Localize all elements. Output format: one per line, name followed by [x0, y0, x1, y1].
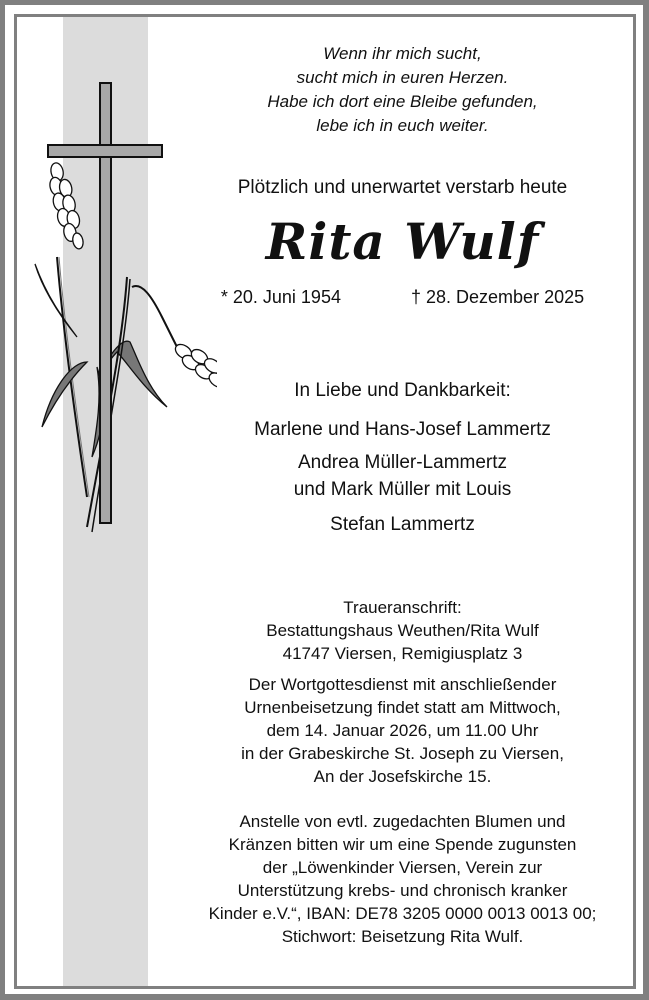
deceased-name: Rita Wulf	[265, 212, 540, 271]
donation-line: Stichwort: Beisetzung Rita Wulf.	[281, 927, 524, 946]
service-line: in der Grabeskirche St. Joseph zu Viersen,	[241, 744, 564, 763]
death-date: † 28. Dezember 2025	[411, 287, 585, 307]
obituary-text	[172, 17, 633, 986]
address-heading: Traueranschrift:	[343, 598, 462, 617]
service-line: Urnenbeisetzung findet statt am Mittwoch,	[244, 698, 561, 717]
mourner-line: Marlene und Hans-Josef Lammertz	[254, 419, 551, 440]
donation-line: Kinder e.V.“, IBAN: DE78 3205 0000 0013 0013 00;	[208, 904, 597, 923]
address-line: 41747 Viersen, Remigiusplatz 3	[282, 644, 523, 663]
service-line: dem 14. Januar 2026, um 11.00 Uhr	[266, 721, 539, 740]
poem-line: sucht mich in euren Herzen.	[296, 68, 509, 87]
donation-line: Unterstützung krebs- und chronisch kranker	[237, 881, 568, 900]
donation-line: Kränzen bitten wir um eine Spende zugunsten	[228, 835, 577, 854]
poem-line: Habe ich dort eine Bleibe gefunden,	[267, 92, 538, 111]
life-dates	[172, 287, 633, 308]
birth-date: * 20. Juni 1954	[220, 287, 341, 307]
service-line: Der Wortgottesdienst mit anschließender	[248, 675, 557, 694]
poem-line: Wenn ihr mich sucht,	[323, 44, 482, 63]
poem-line: lebe ich in euch weiter.	[316, 116, 489, 135]
obituary-card	[14, 14, 636, 989]
intro-text: Plötzlich und unerwartet verstarb heute	[237, 177, 568, 198]
mourner-line: Andrea Müller-Lammertz	[297, 452, 508, 473]
mourner-line: und Mark Müller mit Louis	[293, 479, 512, 500]
donation-line: der „Löwenkinder Viersen, Verein zur	[262, 858, 543, 877]
donation-line: Anstelle von evtl. zugedachten Blumen und	[239, 812, 566, 831]
mourners-heading: In Liebe und Dankbarkeit:	[294, 380, 511, 401]
address-line: Bestattungshaus Weuthen/Rita Wulf	[266, 621, 539, 640]
mourner-line: Stefan Lammertz	[330, 514, 475, 535]
service-line: An der Josefskirche 15.	[313, 767, 492, 786]
